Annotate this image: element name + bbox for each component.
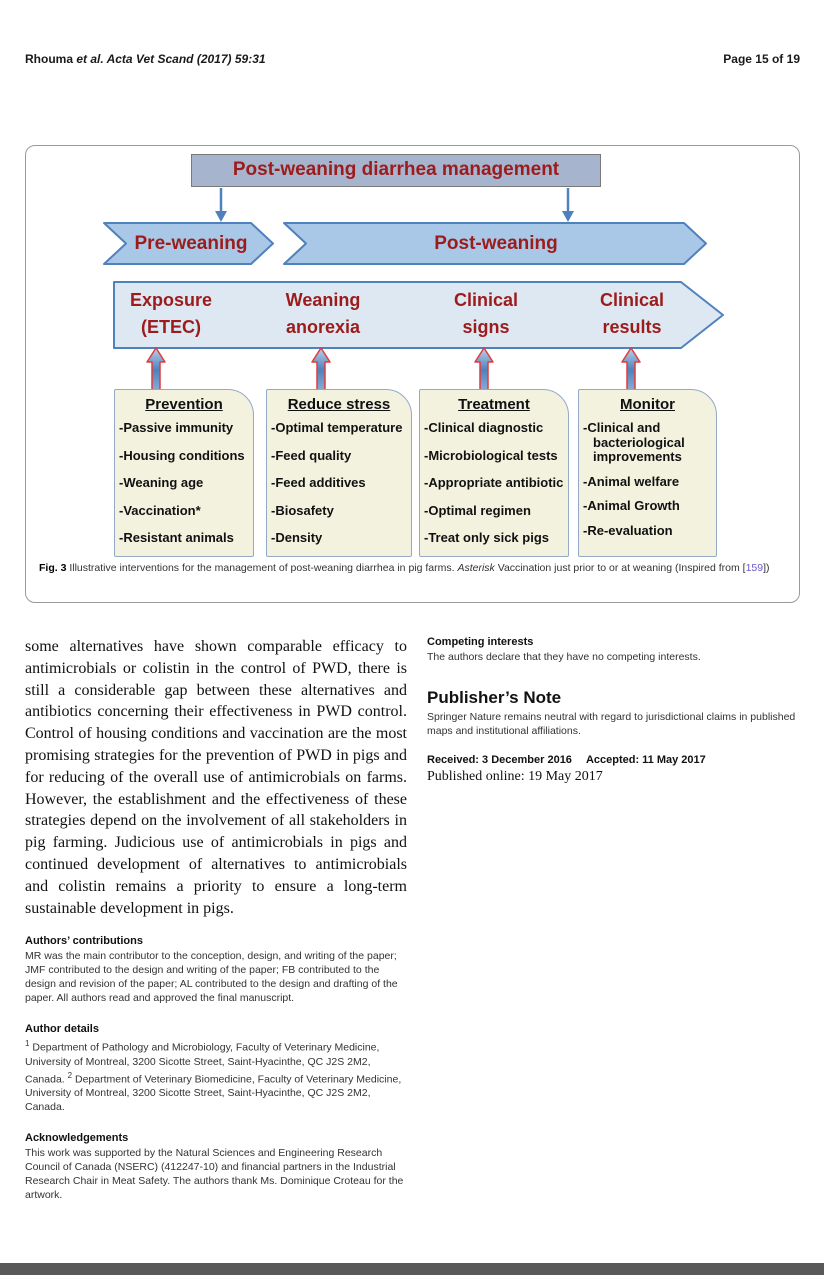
list-item: -Treat only sick pigs	[424, 530, 549, 546]
competing-interests-section	[427, 636, 802, 664]
published-online-date: Published online: 19 May 2017	[427, 769, 603, 784]
reference-link[interactable]: 159	[745, 562, 764, 574]
list-item: -Weaning age	[119, 475, 204, 491]
up-arrow-monitor-icon	[622, 348, 640, 392]
citation-journal: et al. Acta Vet Scand (2017) 59:31	[76, 52, 266, 66]
pre-weaning-label: Pre-weaning	[134, 233, 248, 254]
treatment-title: Treatment	[458, 396, 530, 413]
down-arrow-right-icon	[562, 188, 574, 222]
down-arrow-left-icon	[215, 188, 227, 222]
citation	[25, 52, 266, 66]
list-item: -Clinical diagnostic	[424, 420, 544, 435]
list-item: -Animal welfare	[583, 473, 680, 489]
list-item: -Biosafety	[271, 502, 334, 518]
list-item: -Animal Growth	[583, 498, 680, 514]
right-column	[427, 636, 802, 785]
running-header	[25, 52, 800, 66]
footer-bar	[0, 1263, 824, 1275]
main-paragraph: some alternatives have shown comparable efficacy to antimicrobials or colistin in the control of PWD, there is still a considerable gap between these alternatives and antibiotics concerning their effectiveness in PWD control. Control of housing conditions and vaccination are the most promising strategies for the prevention of PWD in pigs and for reducing of the overall use of antimicrobials on farms. However, the establishment and the effectiveness of these strategies depend on the involvement of all stakeholders in pig farming. Judicious use of antimicrobials in pigs and continued development of alternatives to antimicrobials and colistin remains a priority to ensure a long-term sustainable development in pigs.	[25, 638, 407, 917]
authors-contributions-text: MR was the main contributor to the conception, design, and writing of the paper; JMF contributed to the design and writing of the paper; FB contributed to the design and revision of the paper; AL contributed to the design and drafting of the paper. All authors read and approved the final manuscript.	[25, 950, 398, 1005]
publishers-note-heading: Publisher’s Note	[427, 688, 562, 707]
list-item: -Density	[271, 530, 323, 546]
list-item: -Vaccination*	[119, 502, 201, 518]
figure-label: Fig. 3	[39, 562, 67, 574]
diagram-title: Post-weaning diarrhea management	[191, 154, 601, 187]
list-item: -Re-evaluation	[583, 522, 673, 538]
reduce-stress-title: Reduce stress	[287, 396, 391, 413]
treatment-box	[419, 389, 569, 557]
list-item: -Housing conditions	[119, 447, 245, 463]
up-arrow-treatment-icon	[475, 348, 493, 392]
figure-3-panel	[25, 145, 800, 603]
figure-caption: Fig. 3 Illustrative interventions for the management of post-weaning diarrhea in pig farms. Asterisk Vaccination just prior to or at weaning (Inspired from [159])	[39, 562, 770, 574]
list-item: -Resistant animals	[119, 530, 234, 546]
stage-exposure: Exposure (ETEC)	[129, 290, 213, 337]
reduce-stress-box	[266, 389, 412, 557]
acknowledgements-heading: Acknowledgements	[25, 1132, 129, 1145]
author-details-text: $^1$ Department of Pathology and Microbiology, Faculty of Veterinary Medicine, University of Montreal, 3200 Sicotte Street, Saint-Hyacinthe, QC J2S 2M2, Canada. $^2$ Department of Veterinary Biomedicine, Faculty of Veterinary Medicine, University of Montreal, 3200 Sicotte Street, Saint-Hyacinthe, QC J2S 2M2, Canada.	[25, 1039, 402, 1114]
monitor-box	[578, 389, 717, 557]
prevention-box	[114, 389, 254, 557]
publishers-note-section	[427, 688, 802, 738]
citation-author: Rhouma	[25, 52, 77, 66]
received-accepted-line	[427, 754, 802, 766]
page-number: Page 15 of 19	[723, 52, 800, 66]
authors-contributions-heading: Authors’ contributions	[25, 935, 143, 948]
publishers-note-text: Springer Nature remains neutral with regard to jurisdictional claims in published maps and institutional affiliations.	[427, 711, 796, 737]
received-date: Received: 3 December 2016	[427, 754, 572, 766]
up-arrow-reduce-stress-icon	[312, 348, 330, 392]
list-item: -Microbiological tests	[424, 447, 558, 463]
accepted-date: Accepted: 11 May 2017	[585, 754, 706, 766]
list-item: -Clinical and bacteriological improvements	[583, 420, 685, 465]
stage-weaning-anorexia: Weaning anorexia	[285, 290, 361, 337]
monitor-title: Monitor	[620, 396, 675, 413]
list-item: -Appropriate antibiotic	[424, 475, 564, 491]
up-arrow-prevention-icon	[147, 348, 165, 392]
list-item: -Optimal regimen	[424, 502, 531, 518]
list-item: -Passive immunity	[119, 420, 234, 435]
list-item: -Feed quality	[271, 447, 352, 463]
list-item: -Optimal temperature	[271, 420, 403, 435]
acknowledgements-section	[25, 1132, 407, 1202]
stage-clinical-signs: Clinical signs	[453, 290, 519, 337]
author-details-heading: Author details	[25, 1023, 99, 1036]
stage-clinical-results: Clinical results	[599, 290, 665, 337]
acknowledgements-text: This work was supported by the Natural Sciences and Engineering Research Council of Canada (NSERC) (412247-10) and financial partners in the Industrial Research Chair in Meat Safety. The authors thank Ms. Dominique Croteau for the artwork.	[25, 1147, 404, 1202]
list-item: -Feed additives	[271, 475, 366, 491]
competing-interests-text: The authors declare that they have no competing interests.	[427, 651, 701, 663]
prevention-title: Prevention	[145, 396, 223, 413]
competing-interests-heading: Competing interests	[427, 636, 534, 648]
left-column	[25, 636, 407, 1202]
post-weaning-label: Post-weaning	[434, 233, 558, 254]
author-details-section	[25, 1023, 407, 1114]
authors-contributions-section	[25, 935, 407, 1005]
